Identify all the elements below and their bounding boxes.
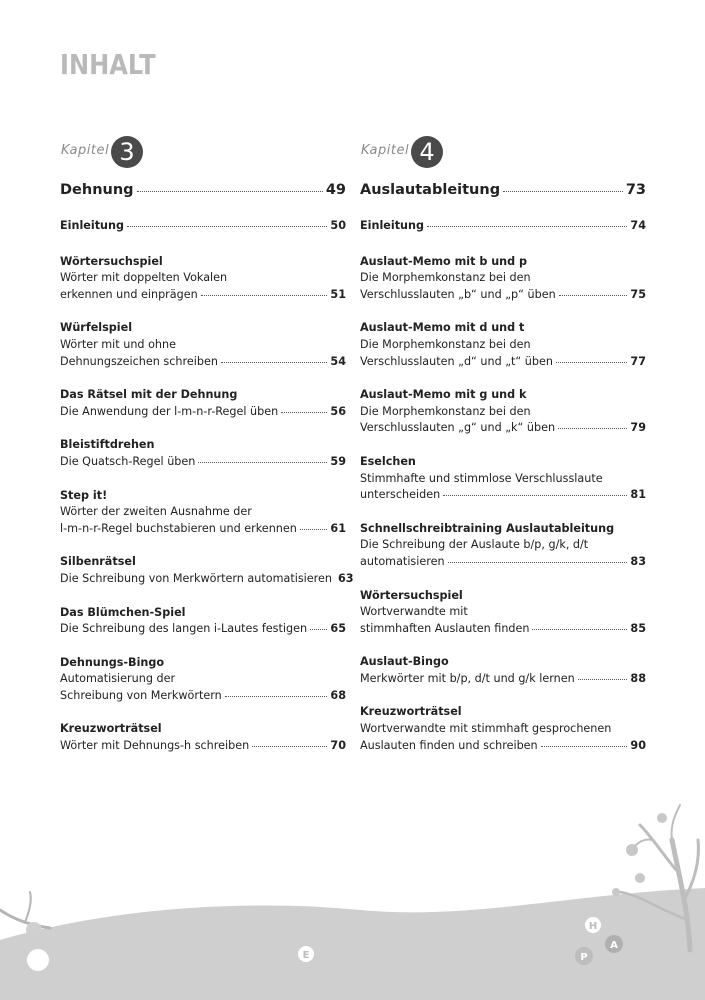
entry-description: Die Schreibung der Auslaute b/p, g/k, d/t: [360, 538, 589, 552]
page-number: 77: [630, 354, 646, 368]
letter-a: A: [610, 940, 618, 951]
chapter-title-entry[interactable]: [360, 180, 646, 200]
page-number: 85: [630, 621, 646, 635]
letter-h: H: [588, 921, 598, 932]
entry-description: Wörter mit Dehnungs-h schreiben: [60, 739, 250, 753]
chapter-number-badge: 4: [411, 136, 443, 168]
letter-p: P: [580, 952, 588, 963]
page-number: 70: [330, 739, 346, 753]
dot-leader: [137, 191, 323, 192]
toc-entry[interactable]: [360, 387, 646, 437]
entry-description: automatisieren: [360, 554, 445, 568]
entry-title: Auslaut-Bingo: [360, 655, 449, 669]
page-number: 59: [330, 454, 346, 468]
chapter-heading: [360, 134, 646, 170]
page-number: 74: [630, 219, 646, 232]
letter-e: E: [302, 950, 310, 961]
entry-description: Stimmhafte und stimmlose Verschlusslaute: [360, 471, 603, 485]
entry-description: unterscheiden: [360, 488, 441, 502]
entry-title: Wörtersuchspiel: [360, 588, 463, 602]
dot-leader: [503, 191, 623, 192]
entry-description: Verschlusslauten „d“ und „t“ üben: [360, 354, 553, 368]
toc-entry[interactable]: [360, 521, 646, 571]
toc-entry[interactable]: [360, 320, 646, 370]
toc-entry[interactable]: [360, 254, 646, 304]
footer-decoration: [0, 800, 705, 1000]
page-number: 90: [630, 738, 646, 752]
entry-description: Verschlusslauten „b“ und „p“ üben: [360, 287, 556, 301]
entry-title: Eselchen: [360, 454, 416, 468]
toc-entry[interactable]: [60, 721, 346, 754]
page-number: 56: [330, 404, 346, 418]
letter-badge-a: [605, 935, 623, 953]
dot-leader: [127, 226, 327, 227]
page-number: 65: [330, 622, 346, 636]
dot-leader: [201, 295, 328, 296]
letter-badge-h: [585, 917, 601, 933]
toc-entry[interactable]: [360, 704, 646, 754]
entry-description: Merkwörter mit b/p, d/t und g/k lernen: [360, 671, 575, 685]
dot-leader: [300, 529, 328, 530]
entry-description: Wörter mit und ohne: [60, 337, 176, 351]
dot-leader: [541, 746, 628, 747]
toc-entry-list: [60, 254, 354, 755]
toc-entry[interactable]: [60, 387, 346, 420]
dot-leader: [559, 295, 628, 296]
entry-description: Die Morphemkonstanz bei den: [360, 271, 531, 285]
entry-description: Automatisierung der: [60, 672, 176, 686]
chapter-title-entry[interactable]: [60, 180, 346, 200]
entry-title: Auslaut-Memo mit b und p: [360, 254, 528, 268]
intro-title: Einleitung: [60, 219, 124, 232]
letter-badge-e: [298, 946, 314, 962]
toc-column-left: [60, 134, 354, 772]
dot-leader: [427, 226, 627, 227]
toc-entry-list: [360, 254, 646, 755]
chapter-label: Kapitel: [61, 143, 110, 158]
toc-entry[interactable]: [60, 554, 354, 587]
ground-hill: [0, 888, 705, 1000]
entry-title: Würfelspiel: [60, 321, 133, 335]
intro-title: Einleitung: [360, 219, 424, 232]
entry-title: Das Rätsel mit der Dehnung: [60, 388, 238, 402]
dot-leader: [252, 746, 327, 747]
entry-title: Kreuzworträtsel: [60, 722, 162, 736]
chapter-number-badge: 3: [111, 136, 143, 168]
page-number: 49: [325, 182, 346, 198]
toc-entry[interactable]: [60, 437, 346, 470]
entry-description: Die Morphemkonstanz bei den: [360, 337, 531, 351]
entry-description: Die Morphemkonstanz bei den: [360, 404, 531, 418]
page-number: 51: [330, 287, 346, 301]
page-number: 50: [330, 219, 346, 232]
chapter-title: Auslautableitung: [360, 182, 501, 198]
toc-entry[interactable]: [360, 588, 646, 638]
intro-entry[interactable]: [60, 218, 346, 235]
dot-leader: [532, 629, 627, 630]
toc-entry[interactable]: [60, 488, 346, 538]
page-number: 61: [330, 521, 346, 535]
branch-icon: [0, 892, 50, 928]
toc-entry[interactable]: [60, 320, 346, 370]
letter-badge-p: [575, 947, 593, 965]
entry-description: stimmhaften Auslauten finden: [360, 621, 530, 635]
dot-leader: [225, 696, 328, 697]
entry-description: Die Schreibung des langen i-Lautes festigen: [60, 622, 308, 636]
entry-description: Wortverwandte mit: [360, 605, 468, 619]
entry-title: Bleistiftdrehen: [60, 438, 155, 452]
entry-description: erkennen und einprägen: [60, 287, 198, 301]
toc-column-right: [360, 134, 646, 771]
entry-description: Schreibung von Merkwörtern: [60, 688, 222, 702]
dot-leader: [558, 428, 627, 429]
page-number: 83: [630, 554, 646, 568]
entry-description: Verschlusslauten „g“ und „k“ üben: [360, 421, 556, 435]
entry-title: Step it!: [60, 488, 108, 502]
page-number: 88: [630, 671, 646, 685]
page-number: 79: [630, 421, 646, 435]
entry-title: Kreuzworträtsel: [360, 705, 462, 719]
dot-leader: [310, 629, 327, 630]
entry-description: Wörter mit doppelten Vokalen: [60, 271, 228, 285]
toc-entry[interactable]: [60, 254, 346, 304]
entry-description: l-m-n-r-Regel buchstabieren und erkennen: [60, 521, 297, 535]
toc-entry[interactable]: [60, 655, 346, 705]
entry-title: Wörtersuchspiel: [60, 254, 163, 268]
entry-title: Silbenrätsel: [60, 555, 136, 569]
page-title: INHALT: [60, 48, 156, 81]
entry-title: Schnellschreibtraining Auslautableitung: [360, 521, 615, 535]
entry-title: Dehnungs-Bingo: [60, 655, 165, 669]
entry-description: Die Quatsch-Regel üben: [60, 454, 196, 468]
entry-description: Die Anwendung der l-m-n-r-Regel üben: [60, 404, 279, 418]
intro-entry[interactable]: [360, 218, 646, 235]
toc-entry[interactable]: [360, 654, 646, 687]
entry-description: Wörter der zweiten Ausnahme der: [60, 505, 252, 519]
dot-leader: [578, 679, 628, 680]
dot-leader: [198, 462, 327, 463]
page-number: 68: [330, 688, 346, 702]
entry-description: Die Schreibung von Merkwörtern automatisieren: [60, 571, 333, 585]
dot-leader: [221, 362, 328, 363]
entry-description: Auslauten finden und schreiben: [360, 738, 538, 752]
entry-description: Wortverwandte mit stimmhaft gesprochenen: [360, 722, 612, 736]
page-number: 54: [330, 354, 346, 368]
entry-title: Auslaut-Memo mit g und k: [360, 388, 527, 402]
chapter-title: Dehnung: [60, 182, 134, 198]
dot-leader: [448, 562, 628, 563]
dot-leader: [281, 412, 327, 413]
dot-leader: [556, 362, 627, 363]
page-number: 81: [630, 488, 646, 502]
chapter-label: Kapitel: [361, 143, 410, 158]
chapter-heading: [60, 134, 346, 170]
page-number: 73: [625, 182, 646, 198]
page-number: 63: [338, 571, 354, 585]
entry-title: Das Blümchen-Spiel: [60, 605, 186, 619]
toc-entry[interactable]: [360, 454, 646, 504]
entry-description: Dehnungszeichen schreiben: [60, 354, 218, 368]
toc-entry[interactable]: [60, 605, 346, 638]
page-number: 75: [630, 287, 646, 301]
entry-title: Auslaut-Memo mit d und t: [360, 321, 525, 335]
dot-leader: [443, 495, 627, 496]
